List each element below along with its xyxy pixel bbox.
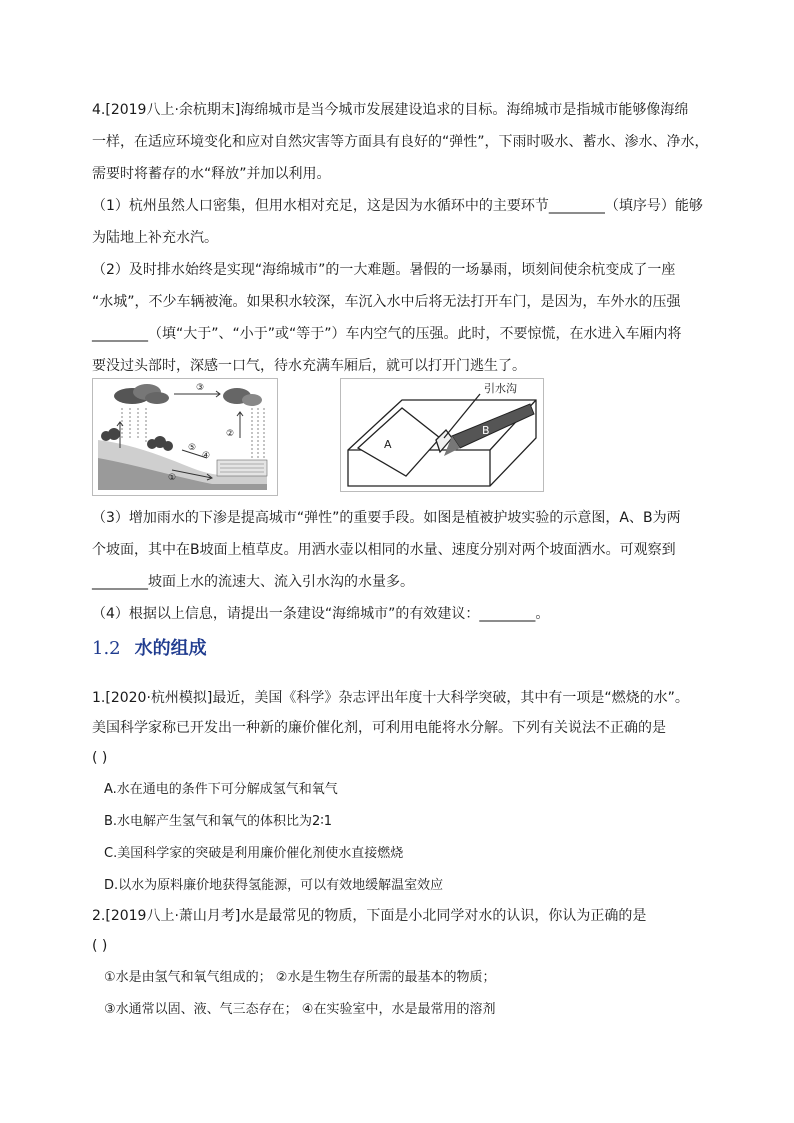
q1-stem-line-2: 美国科学家称已开发出一种新的廉价催化剂，可利用电能将水分解。下列有关说法不正确的是 (92, 720, 666, 736)
q4-stem-line-3: 需要时将蓄存的水“释放”并加以利用。 (92, 166, 331, 182)
q4-stem-line-2: 一样，在适应环境变化和应对自然灾害等方面具有良好的“弹性”，下雨时吸水、蓄水、渗水、净水， (92, 134, 709, 150)
cycle-label-5: ⑤ (188, 443, 197, 453)
q1-option-a: A.水在通电的条件下可分解成氢气和氧气 (104, 782, 338, 797)
q2-statements-row-2: ③水通常以固、液、气三态存在； ④在实验室中，水是最常用的溶剂 (104, 1002, 496, 1017)
q4-part4-line-1: （4）根据以上信息，请提出一条建设“海绵城市”的有效建议：________。 (92, 606, 550, 622)
q4-part2-line-3: ________（填“大于”、“小于”或“等于”）车内空气的压强。此时，不要惊慌，在水进入车厢内将 (92, 326, 682, 342)
water-cycle-figure (92, 378, 278, 496)
cycle-label-3: ③ (196, 383, 205, 393)
q4-part2-line-2: “水城”，不少车辆被淹。如果积水较深，车沉入水中后将无法打开车门，是因为，车外水的压强 (92, 294, 681, 310)
cycle-label-2: ② (226, 429, 235, 439)
q4-part1-line-2: 为陆地上补充水汽。 (92, 230, 218, 246)
q4-part2-line-1: （2）及时排水始终是实现“海绵城市”的一大难题。暑假的一场暴雨，顷刻间使余杭变成了一座 (92, 262, 676, 278)
q4-stem-line-1: 4.[2019八上·余杭期末]海绵城市是当今城市发展建设追求的目标。海绵城市是指城市能够像海绵 (92, 102, 689, 118)
q4-part3-line-2: 个坡面，其中在B坡面上植草皮。用洒水壶以相同的水量、速度分别对两个坡面洒水。可观察到 (92, 542, 676, 558)
slope-experiment-figure (340, 378, 544, 492)
section-number: 1.2 (92, 638, 121, 659)
q1-answer-bracket: ( ) (92, 750, 108, 766)
q2-answer-bracket: ( ) (92, 938, 108, 954)
cycle-label-4: ④ (202, 451, 211, 461)
q4-part3-line-3: ________坡面上水的流速大、流入引水沟的水量多。 (92, 574, 414, 590)
q2-stem-line-1: 2.[2019八上·萧山月考]水是最常见的物质，下面是小北同学对水的认识，你认为正确的是 (92, 908, 647, 924)
q1-option-c: C.美国科学家的突破是利用廉价催化剂使水直接燃烧 (104, 846, 404, 861)
section-title: 水的组成 (134, 638, 207, 659)
section-heading (92, 634, 207, 660)
q1-option-d: D.以水为原料廉价地获得氢能源，可以有效地缓解温室效应 (104, 878, 444, 893)
q1-option-b: B.水电解产生氢气和氧气的体积比为2∶1 (104, 814, 332, 829)
q1-stem-line-1: 1.[2020·杭州模拟]最近，美国《科学》杂志评出年度十大科学突破，其中有一项是“燃烧的水”。 (92, 690, 689, 706)
q2-statements-row-1: ①水是由氢气和氧气组成的； ②水是生物生存所需的最基本的物质； (104, 970, 496, 985)
q4-part1-line-1: （1）杭州虽然人口密集，但用水相对充足，这是因为水循环中的主要环节________（填序号）能够 (92, 198, 703, 214)
q4-part3-line-1: （3）增加雨水的下渗是提高城市“弹性”的重要手段。如图是植被护坡实验的示意图，A、B为两 (92, 510, 681, 526)
slope-a-label: A (384, 438, 392, 451)
slope-b-label: B (482, 424, 490, 437)
ditch-label: 引水沟 (484, 382, 517, 395)
q4-part2-line-4: 要没过头部时，深感一口气，待水充满车厢后，就可以打开门逃生了。 (92, 358, 526, 374)
cycle-label-1: ① (168, 473, 177, 483)
